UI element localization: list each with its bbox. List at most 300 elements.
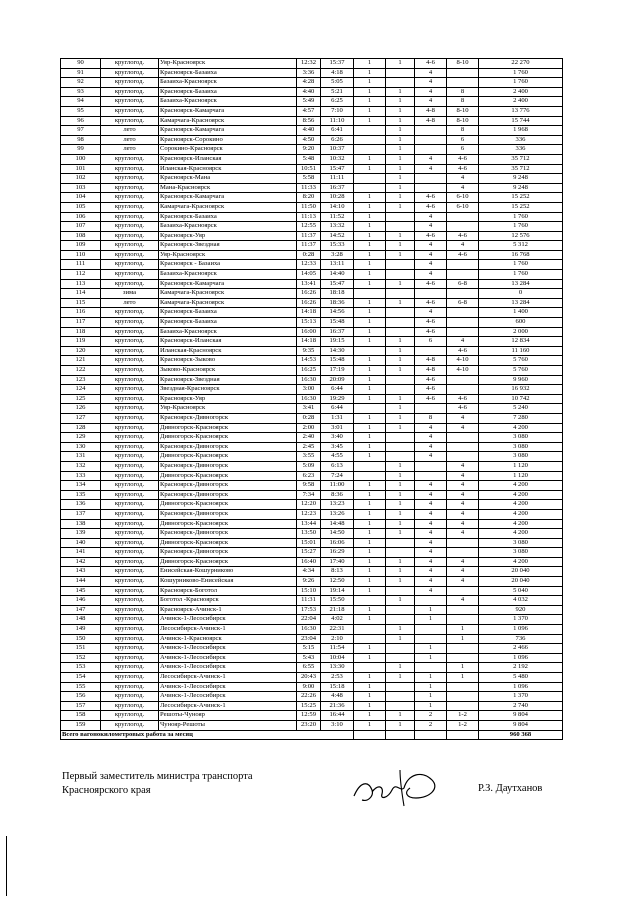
count-b-cell: 1 xyxy=(386,529,415,539)
count-b-cell: 1 xyxy=(386,423,415,433)
arrival-cell: 22:31 xyxy=(321,625,354,635)
row-number-cell: 127 xyxy=(61,413,101,423)
count-b-cell xyxy=(386,433,415,443)
cars-a-cell: 4 xyxy=(415,222,447,232)
count-b-cell xyxy=(386,385,415,395)
count-a-cell: 1 xyxy=(354,644,386,654)
row-number-cell: 147 xyxy=(61,605,101,615)
route-cell: Красноярск-Сорокино xyxy=(159,135,297,145)
row-number-cell: 140 xyxy=(61,538,101,548)
count-b-cell xyxy=(386,548,415,558)
car-km-cell: 1 096 xyxy=(479,653,563,663)
arrival-cell: 15:48 xyxy=(321,318,354,328)
table-row xyxy=(61,481,563,491)
arrival-cell: 19:14 xyxy=(321,586,354,596)
car-km-cell: 1 760 xyxy=(479,68,563,78)
table-row xyxy=(61,222,563,232)
route-cell: Дивногорск-Красноярск xyxy=(159,433,297,443)
car-km-cell: 35 712 xyxy=(479,154,563,164)
count-b-cell: 1 xyxy=(386,356,415,366)
route-cell: Зыково-Красноярск xyxy=(159,366,297,376)
cars-a-cell: 4-8 xyxy=(415,106,447,116)
cars-a-cell: 4 xyxy=(415,241,447,251)
count-a-cell: 1 xyxy=(354,701,386,711)
arrival-cell: 16:29 xyxy=(321,548,354,558)
arrival-cell: 3:45 xyxy=(321,442,354,452)
season-cell: круглогод. xyxy=(101,548,159,558)
arrival-cell: 15:48 xyxy=(321,356,354,366)
cars-b-cell: 4-6 xyxy=(447,154,479,164)
total-value: 960 368 xyxy=(479,730,563,740)
season-cell: круглогод. xyxy=(101,164,159,174)
arrival-cell: 14:30 xyxy=(321,346,354,356)
cars-b-cell: 4 xyxy=(447,471,479,481)
cars-b-cell: 4 xyxy=(447,174,479,184)
table-row xyxy=(61,346,563,356)
route-cell: Базаиха-Красноярск xyxy=(159,78,297,88)
cars-a-cell: 8 xyxy=(415,413,447,423)
count-b-cell: 1 xyxy=(386,663,415,673)
row-number-cell: 144 xyxy=(61,577,101,587)
route-cell: Лесосибирск-Ачинск-1 xyxy=(159,625,297,635)
cars-a-cell: 4 xyxy=(415,68,447,78)
row-number-cell: 98 xyxy=(61,135,101,145)
count-b-cell xyxy=(386,644,415,654)
cars-b-cell: 4 xyxy=(447,241,479,251)
count-b-cell: 1 xyxy=(386,231,415,241)
route-cell: Красноярск-Дивногорск xyxy=(159,490,297,500)
cars-b-cell: 4 xyxy=(447,481,479,491)
car-km-cell: 1 120 xyxy=(479,461,563,471)
arrival-cell: 15:47 xyxy=(321,279,354,289)
count-a-cell: 1 xyxy=(354,615,386,625)
departure-cell: 17:53 xyxy=(297,605,321,615)
car-km-cell: 35 712 xyxy=(479,164,563,174)
count-a-cell: 1 xyxy=(354,433,386,443)
count-b-cell: 1 xyxy=(386,481,415,491)
count-a-cell: 1 xyxy=(354,557,386,567)
route-cell: Красноярск-Уяр xyxy=(159,231,297,241)
count-a-cell: 1 xyxy=(354,154,386,164)
arrival-cell: 6:41 xyxy=(321,126,354,136)
route-cell: Дивногорск-Красноярск xyxy=(159,452,297,462)
table-row xyxy=(61,375,563,385)
arrival-cell: 16:37 xyxy=(321,183,354,193)
route-cell: Звездная-Красноярск xyxy=(159,385,297,395)
arrival-cell: 12:50 xyxy=(321,577,354,587)
count-a-cell: 1 xyxy=(354,413,386,423)
route-cell: Красноярск-Боготол xyxy=(159,586,297,596)
departure-cell: 12:55 xyxy=(297,222,321,232)
count-a-cell xyxy=(354,634,386,644)
car-km-cell: 11 160 xyxy=(479,346,563,356)
count-a-cell xyxy=(354,145,386,155)
cars-a-cell: 2 xyxy=(415,711,447,721)
route-cell: Камарчага-Красноярск xyxy=(159,202,297,212)
count-a-cell xyxy=(354,126,386,136)
row-number-cell: 143 xyxy=(61,567,101,577)
arrival-cell: 2:10 xyxy=(321,634,354,644)
route-cell: Красноярск-Дивногорск xyxy=(159,413,297,423)
season-cell: круглогод. xyxy=(101,174,159,184)
departure-cell: 15:01 xyxy=(297,538,321,548)
departure-cell: 15:10 xyxy=(297,586,321,596)
count-a-cell: 1 xyxy=(354,452,386,462)
season-cell: круглогод. xyxy=(101,346,159,356)
departure-cell: 12:59 xyxy=(297,711,321,721)
cars-b-cell xyxy=(447,375,479,385)
row-number-cell: 146 xyxy=(61,596,101,606)
count-a-cell: 1 xyxy=(354,298,386,308)
season-cell: круглогод. xyxy=(101,644,159,654)
season-cell: круглогод. xyxy=(101,692,159,702)
cars-b-cell: 8 xyxy=(447,87,479,97)
signer-position-line2: Красноярского края xyxy=(62,785,151,796)
cars-a-cell: 4-6 xyxy=(415,279,447,289)
season-cell: круглогод. xyxy=(101,241,159,251)
row-number-cell: 111 xyxy=(61,260,101,270)
arrival-cell: 5:05 xyxy=(321,78,354,88)
count-b-cell: 1 xyxy=(386,461,415,471)
table-row xyxy=(61,625,563,635)
departure-cell: 11:31 xyxy=(297,596,321,606)
departure-cell: 5:15 xyxy=(297,644,321,654)
route-cell: Дивногорск-Красноярск xyxy=(159,471,297,481)
departure-cell: 23:20 xyxy=(297,720,321,730)
arrival-cell: 11:11 xyxy=(321,174,354,184)
table-row xyxy=(61,154,563,164)
cars-a-cell: 4 xyxy=(415,442,447,452)
season-cell: круглогод. xyxy=(101,423,159,433)
count-b-cell xyxy=(386,615,415,625)
cars-a-cell: 4-6 xyxy=(415,231,447,241)
row-number-cell: 94 xyxy=(61,97,101,107)
cars-a-cell: 4-6 xyxy=(415,298,447,308)
table-row xyxy=(61,318,563,328)
car-km-cell: 20 040 xyxy=(479,567,563,577)
row-number-cell: 103 xyxy=(61,183,101,193)
row-number-cell: 137 xyxy=(61,509,101,519)
table-row xyxy=(61,289,563,299)
departure-cell: 4:28 xyxy=(297,78,321,88)
count-b-cell xyxy=(386,442,415,452)
route-cell: Иланская-Красноярск xyxy=(159,346,297,356)
cars-a-cell: 4 xyxy=(415,164,447,174)
row-number-cell: 157 xyxy=(61,701,101,711)
table-row xyxy=(61,394,563,404)
cars-b-cell: 4 xyxy=(447,529,479,539)
count-b-cell: 1 xyxy=(386,241,415,251)
cars-a-cell: 4-6 xyxy=(415,394,447,404)
cars-b-cell: 4-6 xyxy=(447,404,479,414)
car-km-cell: 9 248 xyxy=(479,183,563,193)
cars-b-cell: 4 xyxy=(447,577,479,587)
departure-cell: 12:33 xyxy=(297,260,321,270)
row-number-cell: 122 xyxy=(61,366,101,376)
count-b-cell xyxy=(386,605,415,615)
season-cell: круглогод. xyxy=(101,586,159,596)
route-cell: Красноярск-Камарчага xyxy=(159,126,297,136)
row-number-cell: 118 xyxy=(61,327,101,337)
departure-cell: 3:36 xyxy=(297,68,321,78)
table-row xyxy=(61,711,563,721)
car-km-cell: 600 xyxy=(479,318,563,328)
row-number-cell: 93 xyxy=(61,87,101,97)
count-a-cell xyxy=(354,135,386,145)
departure-cell: 22:26 xyxy=(297,692,321,702)
car-km-cell: 736 xyxy=(479,634,563,644)
car-km-cell: 3 080 xyxy=(479,548,563,558)
departure-cell: 4:40 xyxy=(297,87,321,97)
route-cell: Дивногорск-Красноярск xyxy=(159,538,297,548)
table-row xyxy=(61,327,563,337)
table-row xyxy=(61,116,563,126)
count-b-cell: 1 xyxy=(386,577,415,587)
row-number-cell: 138 xyxy=(61,519,101,529)
season-cell: круглогод. xyxy=(101,404,159,414)
route-cell: Красноярск-Дивногорск xyxy=(159,509,297,519)
cars-b-cell: 4-6 xyxy=(447,346,479,356)
arrival-cell: 14:56 xyxy=(321,308,354,318)
arrival-cell: 16:06 xyxy=(321,538,354,548)
row-number-cell: 139 xyxy=(61,529,101,539)
route-cell: Красноярск-Иланская xyxy=(159,154,297,164)
cars-b-cell: 6-8 xyxy=(447,298,479,308)
count-a-cell: 1 xyxy=(354,577,386,587)
table-row xyxy=(61,193,563,203)
arrival-cell: 15:50 xyxy=(321,596,354,606)
cars-b-cell xyxy=(447,385,479,395)
cars-a-cell: 4 xyxy=(415,308,447,318)
row-number-cell: 90 xyxy=(61,59,101,69)
row-number-cell: 156 xyxy=(61,692,101,702)
cars-b-cell xyxy=(447,605,479,615)
count-a-cell: 1 xyxy=(354,385,386,395)
table-row xyxy=(61,442,563,452)
cars-a-cell: 1 xyxy=(415,605,447,615)
route-cell: Камарчага-Красноярск xyxy=(159,298,297,308)
count-b-cell: 1 xyxy=(386,634,415,644)
arrival-cell: 5:21 xyxy=(321,87,354,97)
cars-a-cell xyxy=(415,625,447,635)
count-a-cell: 1 xyxy=(354,653,386,663)
car-km-cell: 15 252 xyxy=(479,193,563,203)
departure-cell: 15:13 xyxy=(297,318,321,328)
departure-cell: 14:53 xyxy=(297,356,321,366)
departure-cell: 20:43 xyxy=(297,673,321,683)
count-a-cell: 1 xyxy=(354,567,386,577)
cars-b-cell: 1-2 xyxy=(447,711,479,721)
route-cell: Красноярск-Базаиха xyxy=(159,68,297,78)
row-number-cell: 92 xyxy=(61,78,101,88)
count-a-cell: 1 xyxy=(354,692,386,702)
count-b-cell: 1 xyxy=(386,193,415,203)
count-b-cell: 1 xyxy=(386,145,415,155)
season-cell: круглогод. xyxy=(101,193,159,203)
cars-a-cell xyxy=(415,634,447,644)
car-km-cell: 920 xyxy=(479,605,563,615)
car-km-cell: 5 040 xyxy=(479,586,563,596)
arrival-cell: 3:01 xyxy=(321,423,354,433)
cars-b-cell xyxy=(447,615,479,625)
table-row xyxy=(61,164,563,174)
table-row xyxy=(61,557,563,567)
car-km-cell: 5 240 xyxy=(479,404,563,414)
count-b-cell xyxy=(386,452,415,462)
departure-cell: 16:40 xyxy=(297,557,321,567)
route-cell: Иланская-Красноярск xyxy=(159,164,297,174)
route-cell: Уяр-Красноярск xyxy=(159,250,297,260)
row-number-cell: 124 xyxy=(61,385,101,395)
route-cell: Красноярск-Звездная xyxy=(159,375,297,385)
row-number-cell: 128 xyxy=(61,423,101,433)
cars-a-cell: 4 xyxy=(415,529,447,539)
count-b-cell xyxy=(386,586,415,596)
arrival-cell: 14:10 xyxy=(321,202,354,212)
count-a-cell: 1 xyxy=(354,308,386,318)
cars-a-cell: 4 xyxy=(415,87,447,97)
table-row xyxy=(61,174,563,184)
cars-b-cell xyxy=(447,327,479,337)
cars-b-cell xyxy=(447,222,479,232)
cars-b-cell: 1 xyxy=(447,625,479,635)
row-number-cell: 149 xyxy=(61,625,101,635)
cars-b-cell: 4-10 xyxy=(447,366,479,376)
cars-a-cell: 4 xyxy=(415,452,447,462)
table-row xyxy=(61,241,563,251)
season-cell: лето xyxy=(101,298,159,308)
season-cell: круглогод. xyxy=(101,78,159,88)
cars-b-cell xyxy=(447,442,479,452)
route-cell: Лесосибирск-Ачинск-1 xyxy=(159,673,297,683)
count-b-cell xyxy=(386,212,415,222)
row-number-cell: 158 xyxy=(61,711,101,721)
cars-a-cell xyxy=(415,596,447,606)
departure-cell: 11:50 xyxy=(297,202,321,212)
season-cell: круглогод. xyxy=(101,673,159,683)
cars-a-cell: 4-6 xyxy=(415,375,447,385)
count-a-cell: 1 xyxy=(354,711,386,721)
signer-name: Р.З. Даутханов xyxy=(478,783,543,794)
arrival-cell: 21:18 xyxy=(321,605,354,615)
row-number-cell: 150 xyxy=(61,634,101,644)
count-a-cell: 1 xyxy=(354,59,386,69)
season-cell: круглогод. xyxy=(101,720,159,730)
count-a-cell: 1 xyxy=(354,500,386,510)
departure-cell: 13:41 xyxy=(297,279,321,289)
arrival-cell: 13:26 xyxy=(321,509,354,519)
table-row xyxy=(61,135,563,145)
arrival-cell: 20:09 xyxy=(321,375,354,385)
count-b-cell: 1 xyxy=(386,673,415,683)
departure-cell: 8:20 xyxy=(297,193,321,203)
row-number-cell: 120 xyxy=(61,346,101,356)
route-cell: Красноярск-Ачинск-1 xyxy=(159,605,297,615)
total-label: Всего вагонокилометровых работа за месяц xyxy=(61,730,354,740)
count-b-cell: 1 xyxy=(386,557,415,567)
arrival-cell: 2:53 xyxy=(321,673,354,683)
count-a-cell: 1 xyxy=(354,519,386,529)
cars-b-cell: 4-6 xyxy=(447,250,479,260)
cars-a-cell: 2 xyxy=(415,720,447,730)
departure-cell: 16:00 xyxy=(297,327,321,337)
cars-a-cell: 4 xyxy=(415,433,447,443)
departure-cell: 9:26 xyxy=(297,577,321,587)
cars-b-cell: 1 xyxy=(447,634,479,644)
season-cell: круглогод. xyxy=(101,337,159,347)
departure-cell: 8:56 xyxy=(297,116,321,126)
count-a-cell: 1 xyxy=(354,375,386,385)
season-cell: лето xyxy=(101,135,159,145)
arrival-cell: 3:10 xyxy=(321,720,354,730)
car-km-cell: 1 370 xyxy=(479,615,563,625)
table-row xyxy=(61,433,563,443)
count-a-cell xyxy=(354,183,386,193)
arrival-cell: 6:44 xyxy=(321,385,354,395)
departure-cell: 2:40 xyxy=(297,433,321,443)
count-a-cell: 1 xyxy=(354,116,386,126)
car-km-cell: 12 834 xyxy=(479,337,563,347)
row-number-cell: 129 xyxy=(61,433,101,443)
route-cell: Базаиха-Красноярск xyxy=(159,222,297,232)
count-a-cell: 1 xyxy=(354,260,386,270)
cars-a-cell: 4-8 xyxy=(415,366,447,376)
cars-a-cell: 4 xyxy=(415,538,447,548)
count-a-cell: 1 xyxy=(354,231,386,241)
row-number-cell: 99 xyxy=(61,145,101,155)
season-cell: круглогод. xyxy=(101,500,159,510)
count-a-cell: 1 xyxy=(354,222,386,232)
cars-a-cell: 4 xyxy=(415,519,447,529)
cars-b-cell xyxy=(447,586,479,596)
row-number-cell: 116 xyxy=(61,308,101,318)
car-km-cell: 1 370 xyxy=(479,692,563,702)
arrival-cell: 11:54 xyxy=(321,644,354,654)
departure-cell: 14:18 xyxy=(297,308,321,318)
row-number-cell: 96 xyxy=(61,116,101,126)
cars-b-cell: 8-10 xyxy=(447,106,479,116)
car-km-cell: 10 742 xyxy=(479,394,563,404)
route-cell: Мана-Красноярск xyxy=(159,183,297,193)
car-km-cell: 4 200 xyxy=(479,509,563,519)
arrival-cell: 10:28 xyxy=(321,193,354,203)
car-km-cell: 2 192 xyxy=(479,663,563,673)
route-cell: Красноярск-Уяр xyxy=(159,394,297,404)
cars-a-cell: 1 xyxy=(415,692,447,702)
arrival-cell: 14:50 xyxy=(321,529,354,539)
season-cell: круглогод. xyxy=(101,701,159,711)
car-km-cell: 16 768 xyxy=(479,250,563,260)
count-b-cell: 1 xyxy=(386,116,415,126)
departure-cell: 15:27 xyxy=(297,548,321,558)
cars-b-cell: 8-10 xyxy=(447,59,479,69)
cars-a-cell: 1 xyxy=(415,644,447,654)
season-cell: круглогод. xyxy=(101,413,159,423)
table-row xyxy=(61,385,563,395)
count-a-cell: 1 xyxy=(354,356,386,366)
cars-b-cell xyxy=(447,682,479,692)
season-cell: круглогод. xyxy=(101,231,159,241)
table-row xyxy=(61,682,563,692)
cars-b-cell: 4-6 xyxy=(447,164,479,174)
season-cell: круглогод. xyxy=(101,327,159,337)
count-b-cell: 1 xyxy=(386,366,415,376)
row-number-cell: 115 xyxy=(61,298,101,308)
table-row xyxy=(61,577,563,587)
table-row xyxy=(61,529,563,539)
count-a-cell: 1 xyxy=(354,279,386,289)
row-number-cell: 126 xyxy=(61,404,101,414)
